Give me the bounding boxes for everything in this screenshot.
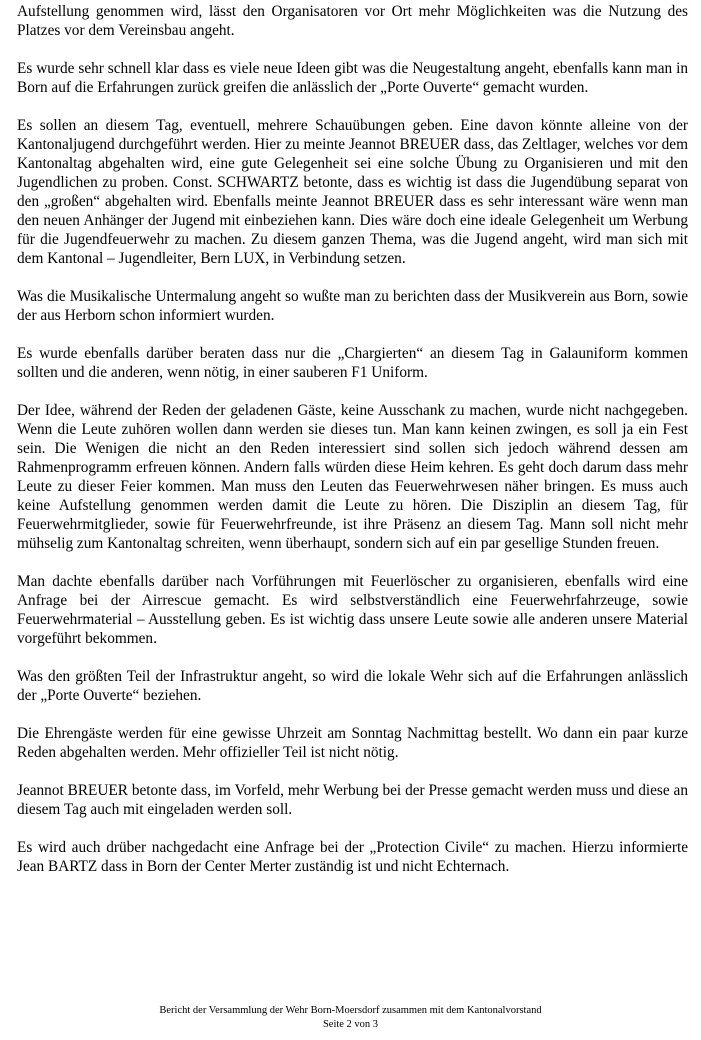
- paragraph-guests-of-honour: Die Ehrengäste werden für eine gewisse Uhrzeit am Sonntag Nachmittag bestellt. Wo dann ein paar kurze Reden abgehalten werden. Mehr offizieller Teil ist nicht nötig.: [17, 725, 688, 761]
- footer-title: Bericht der Versammlung der Wehr Born-Moersdorf zusammen mit dem Kantonalvorstand: [159, 1005, 542, 1016]
- paragraph-infrastructure: Was den größten Teil der Infrastruktur angeht, so wird die lokale Wehr sich auf die Erfahrungen anlässlich der „Porte Ouverte“ beziehen.: [17, 668, 688, 704]
- paragraph-protection-civile: Es wird auch drüber nachgedacht eine Anfrage bei der „Protection Civile“ zu machen. Hierzu informierte Jean BARTZ dass in Born der Center Merter zuständig ist und nicht Echternach.: [17, 839, 688, 875]
- page-number: Seite 2 von 3: [322, 1019, 379, 1030]
- paragraph-continuation: Aufstellung genommen wird, lässt den Organisatoren vor Ort mehr Möglichkeiten was die Nutzung des Platzes vor dem Vereinsbau angeht.: [17, 3, 688, 39]
- paragraph-uniforms: Es wurde ebenfalls darüber beraten dass nur die „Chargierten“ an diesem Tag in Galauniform kommen sollten und die anderen, wenn nötig, in einer sauberen F1 Uniform.: [17, 345, 688, 381]
- paragraph-music: Was die Musikalische Untermalung angeht so wußte man zu berichten dass der Musikverein aus Born, sowie der aus Herborn schon informiert wurden.: [17, 288, 688, 324]
- paragraph-press: Jeannot BREUER betonte dass, im Vorfeld, mehr Werbung bei der Presse gemacht werden muss und diese an diesem Tag auch mit eingeladen werden soll.: [17, 782, 688, 818]
- paragraph-extinguisher-demos: Man dachte ebenfalls darüber nach Vorführungen mit Feuerlöscher zu organisieren, ebenfalls wird eine Anfrage bei der Airrescue gemacht. Es wird selbstverständlich eine Feuerwehrfahrzeuge, sowie Feuerwehrmaterial – Ausstellung geben. Es ist wichtig dass unsere Leute sowie alle anderen unsere Material vorgeführt bekommen.: [17, 573, 688, 647]
- paragraph-speeches-and-bar: Der Idee, während der Reden der geladenen Gäste, keine Ausschank zu machen, wurde nicht nachgegeben. Wenn die Leute zuhören wollen dann werden sie dieses tun. Man kann keinen zwingen, es soll ja ein Fest sein. Die Wenigen die nicht an den Reden interessiert sind sollen sich jedoch während dessen am Rahmenprogramm erfreuen können. Andern falls würden diese Heim kehren. Es geht doch darum dass mehr Leute zu dieser Feier kommen. Man muss den Leuten das Feuerwehrwesen näher bringen. Es muss auch keine Aufstellung genommen werden damit die Leute zu hören. Die Disziplin an diesem Tag, für Feuerwehrmitglieder, sowie für Feuerwehrfreunde, ist ihre Präsenz an diesem Tag. Mann soll nicht mehr mühselig zum Kantonaltag schreiten, wenn überhaupt, sondern sich auf ein par gesellige Stunden freuen.: [17, 402, 688, 552]
- page-footer: [0, 1004, 701, 1032]
- document-body: [17, 2, 688, 876]
- paragraph-demonstration-exercises: Es sollen an diesem Tag, eventuell, mehrere Schauübungen geben. Eine davon könnte alleine von der Kantonaljugend durchgeführt werden. Hier zu meinte Jeannot BREUER dass, das Zeltlager, welches vor dem Kantonaltag abgehalten wird, eine gute Gelegenheit sei eine solche Übung zu Organisieren und mit den Jugendlichen zu proben. Const. SCHWARTZ betonte, dass es wichtig ist dass die Jugendübung separat von den „großen“ abgehalten wird. Ebenfalls meinte Jeannot BREUER dass es sehr interessant wäre wenn man den neuen Anhänger der Jugend mit einbeziehen kann. Dies wäre doch eine ideale Gelegenheit um Werbung für die Jugendfeuerwehr zu machen. Zu diesem ganzen Thema, was die Jugend angeht, wird man sich mit dem Kantonal – Jugendleiter, Bern LUX, in Verbindung setzen.: [17, 117, 688, 267]
- paragraph-new-ideas: Es wurde sehr schnell klar dass es viele neue Ideen gibt was die Neugestaltung angeht, ebenfalls kann man in Born auf die Erfahrungen zurück greifen die anlässlich der „Porte Ouverte“ gemacht wurden.: [17, 60, 688, 96]
